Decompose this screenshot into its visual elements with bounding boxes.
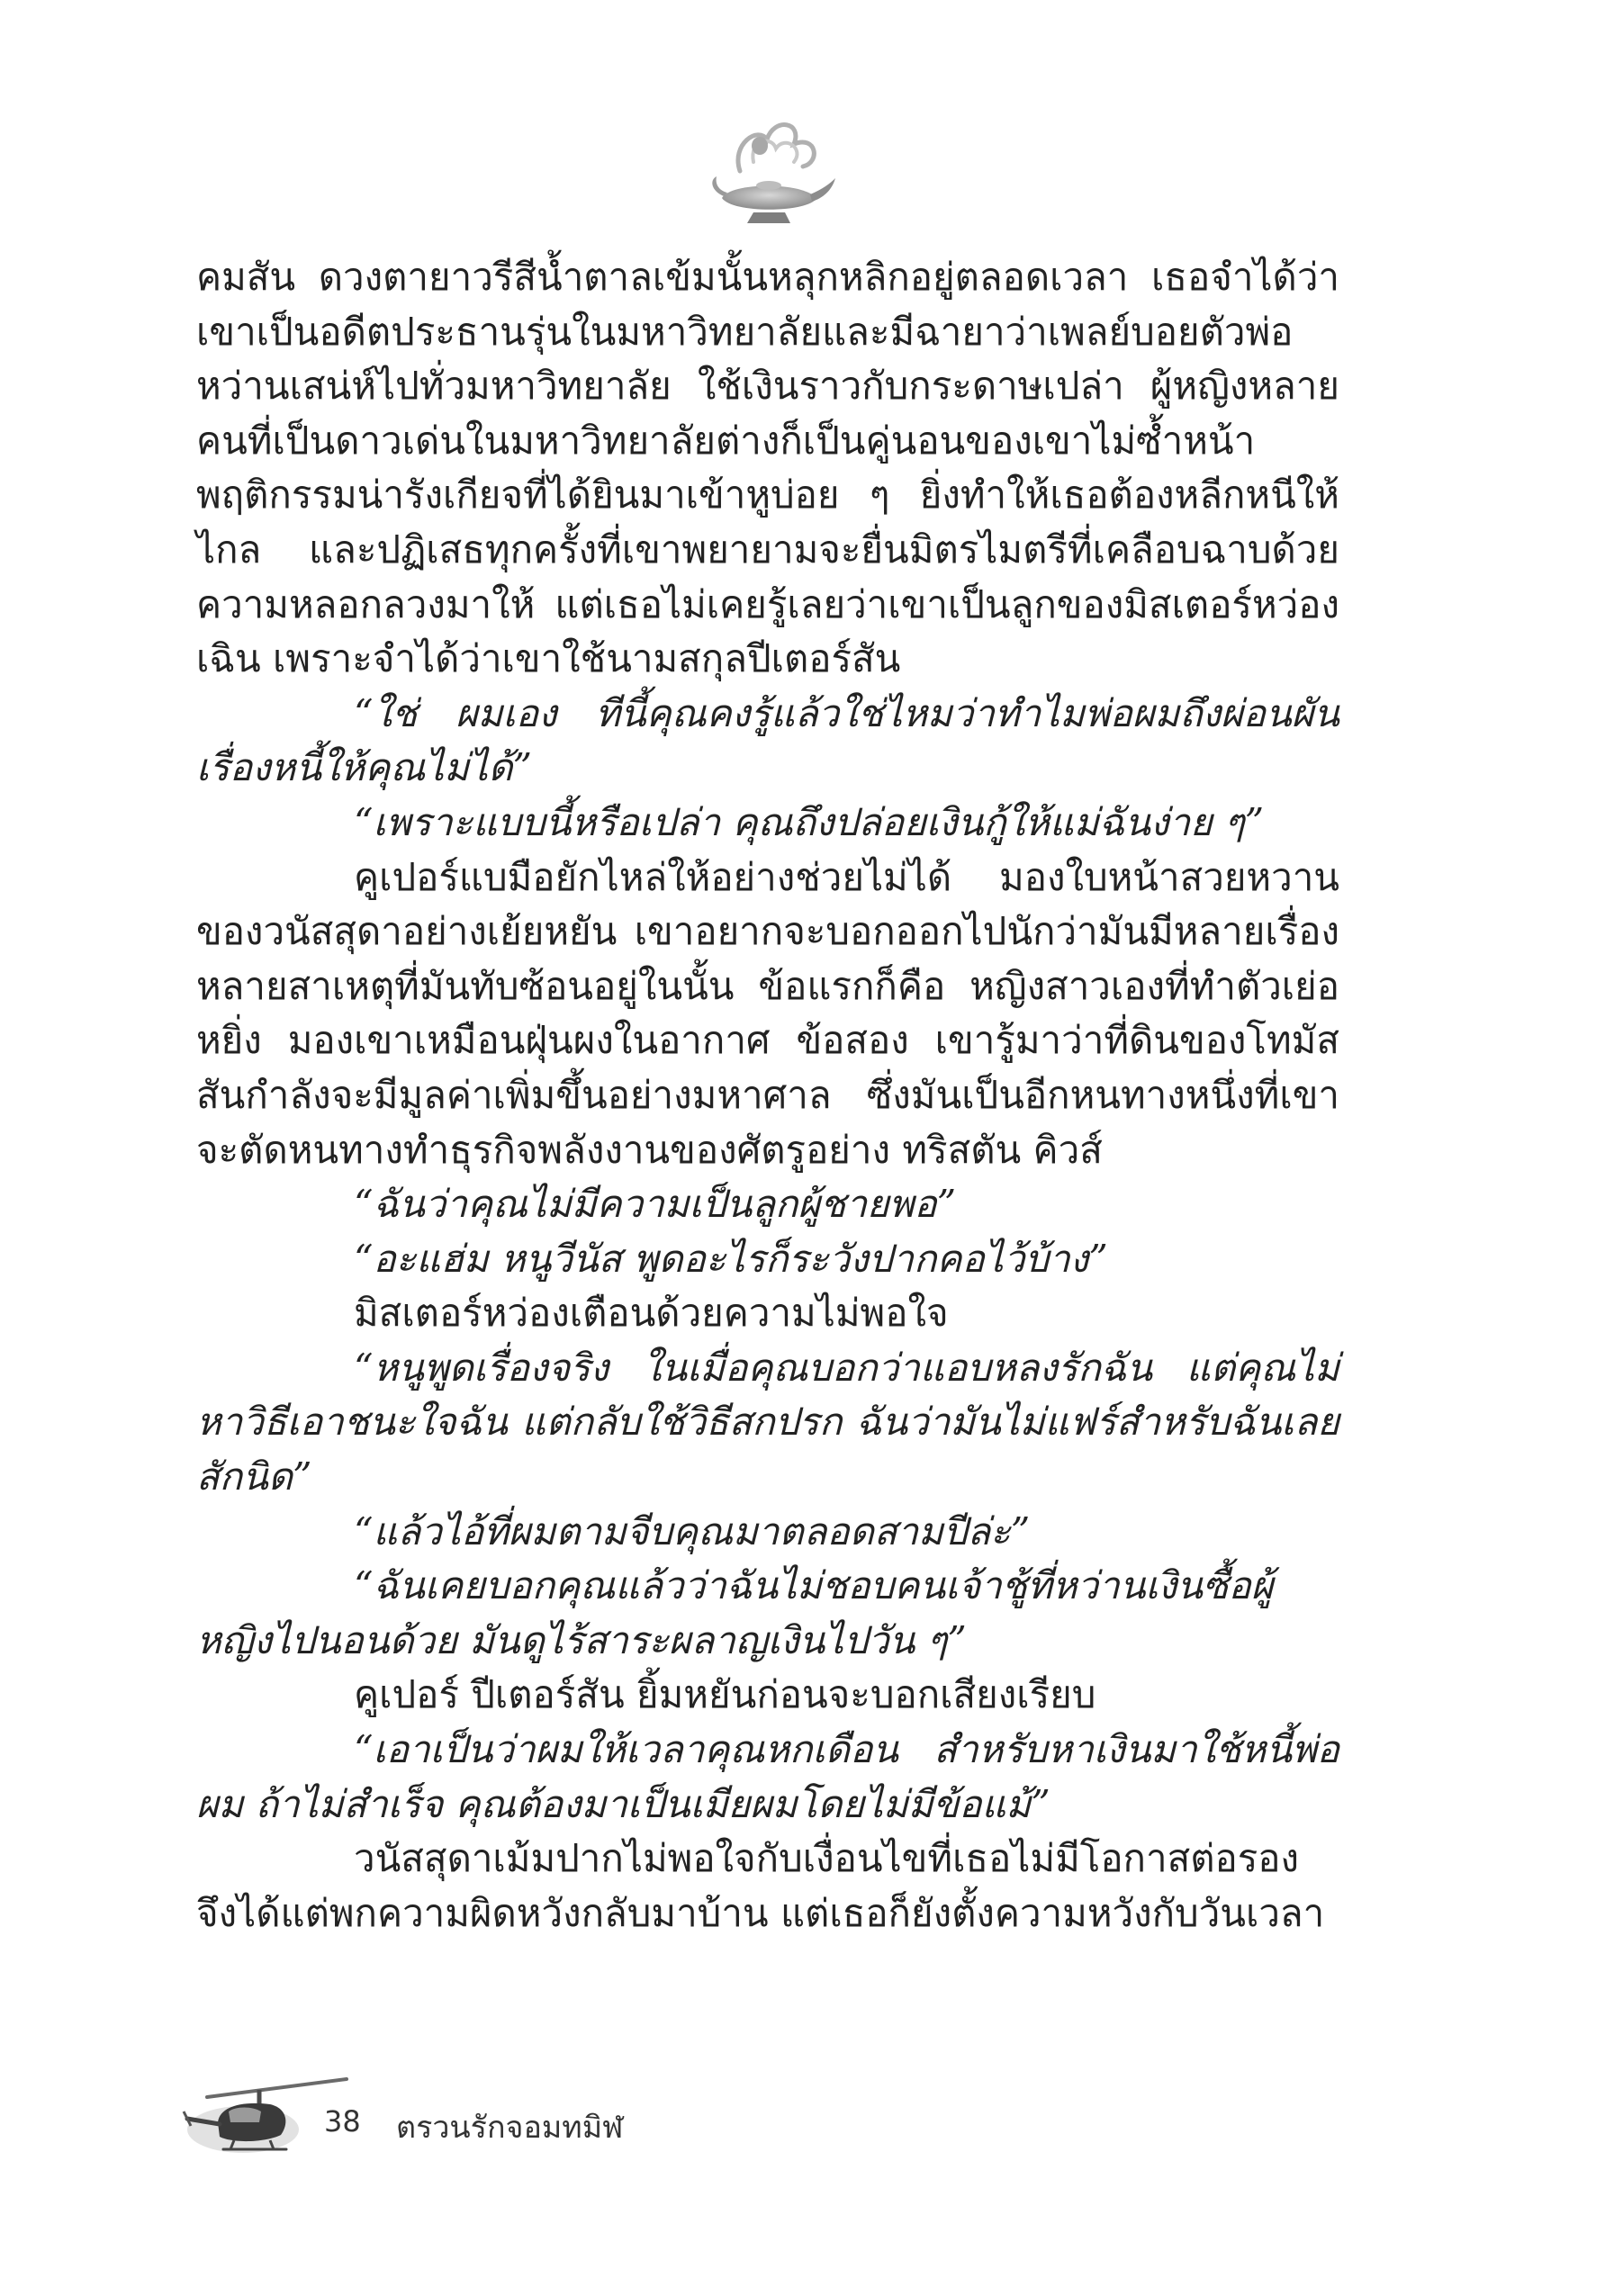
dialog-paragraph: “ฉันเคยบอกคุณแล้วว่าฉันไม่ชอบคนเจ้าชู้ที่หว่านเงินซื้อผู้หญิงไปนอนด้วย มันดูไร้สาระผลาญเงินไปวัน ๆ”	[196, 1563, 1274, 1662]
paragraph: คมสัน ดวงตายาวรีสีน้ำตาลเข้มนั้นหลุกหลิกอยู่ตลอดเวลา เธอจำได้ว่าเขาเป็นอดีตประธานรุ่นในมหาวิทยาลัยและมีฉายาว่าเพลย์บอยตัวพ่อ หว่านเสน่ห์ไปทั่วมหาวิทยาลัย ใช้เงินราวกับกระดาษเปล่า ผู้หญิงหลายคนที่เป็นดาวเด่นในมหาวิทยาลัยต่างก็เป็นคู่นอนของเขาไม่ซ้ำหน้า พฤติกรรมน่ารังเกียจที่ได้ยินมาเข้าหูบ่อย ๆ ยิ่งทำให้เธอต้องหลีกหนีให้ไกล และปฏิเสธทุกครั้งที่เขาพยายามจะยื่นมิตรไมตรีที่เคลือบฉาบด้วยความหลอกลวงมาให้ แต่เธอไม่เคยรู้เลยว่าเขาเป็นลูกของมิสเตอร์หว่อง เฉิน เพราะจำได้ว่าเขาใช้นามสกุลปีเตอร์สัน	[196, 255, 1339, 681]
dialog-paragraph: “ฉันว่าคุณไม่มีความเป็นลูกผู้ชายพอ”	[354, 1182, 957, 1227]
dialog-paragraph: “เอาเป็นว่าผมให้เวลาคุณหกเดือน สำหรับหาเงินมาใช้หนี้พ่อผม ถ้าไม่สำเร็จ คุณต้องมาเป็นเมียผมโดยไม่มีข้อแม้”	[196, 1727, 1339, 1826]
page-number: 38	[324, 2104, 361, 2138]
page-footer	[180, 2059, 810, 2167]
paragraph: คูเปอร์ ปีเตอร์สัน ยิ้มหยันก่อนจะบอกเสียงเรียบ	[354, 1672, 1096, 1717]
paragraph: วนัสสุดาเม้มปากไม่พอใจกับเงื่อนไขที่เธอไม่มีโอกาสต่อรอง จึงได้แต่พกความผิดหวังกลับมาบ้าน แต่เธอก็ยังตั้งความหวังกับวันเวลา	[196, 1836, 1325, 1935]
dialog-paragraph: “ใช่ ผมเอง ทีนี้คุณคงรู้แล้วใช่ไหมว่าทำไมพ่อผมถึงผ่อนผันเรื่องหนี้ให้คุณไม่ได้”	[196, 690, 1339, 790]
paragraph: คูเปอร์แบมือยักไหล่ให้อย่างช่วยไม่ได้ มองใบหน้าสวยหวานของวนัสสุดาอย่างเย้ยหยัน เขาอยากจะบอกออกไปนักว่ามันมีหลายเรื่องหลายสาเหตุที่มันทับซ้อนอยู่ในนั้น ข้อแรกก็คือ หญิงสาวเองที่ทำตัวเย่อหยิ่ง มองเขาเหมือนฝุ่นผงในอากาศ ข้อสอง เขารู้มาว่าที่ดินของโทมัสสันกำลังจะมีมูลค่าเพิ่มขึ้นอย่างมหาศาล ซึ่งมันเป็นอีกหนทางหนึ่งที่เขาจะตัดหนทางทำธุรกิจพลังงานของศัตรูอย่าง ทริสตัน คิวส์	[196, 854, 1339, 1172]
dialog-paragraph: “แล้วไอ้ที่ผมตามจีบคุณมาตลอดสามปีล่ะ”	[354, 1508, 1031, 1553]
dialog-paragraph: “อะแฮ่ม หนูวีนัส พูดอะไรก็ระวังปากคอไว้บ้าง”	[354, 1236, 1108, 1281]
dialog-paragraph: “เพราะแบบนี้หรือเปล่า คุณถึงปล่อยเงินกู้ให้แม่ฉันง่าย ๆ”	[354, 799, 1265, 844]
genie-lamp-icon	[704, 108, 839, 234]
paragraph: มิสเตอร์หว่องเตือนด้วยความไม่พอใจ	[354, 1291, 949, 1336]
body-text	[196, 250, 1339, 1940]
dialog-paragraph: “หนูพูดเรื่องจริง ในเมื่อคุณบอกว่าแอบหลงรักฉัน แต่คุณไม่หาวิธีเอาชนะใจฉัน แต่กลับใช้วิธีสกปรก ฉันว่ามันไม่แฟร์สำหรับฉันเลยสักนิด”	[196, 1345, 1339, 1499]
book-title: ตรวนรักจอมทมิฬ	[396, 2110, 624, 2146]
